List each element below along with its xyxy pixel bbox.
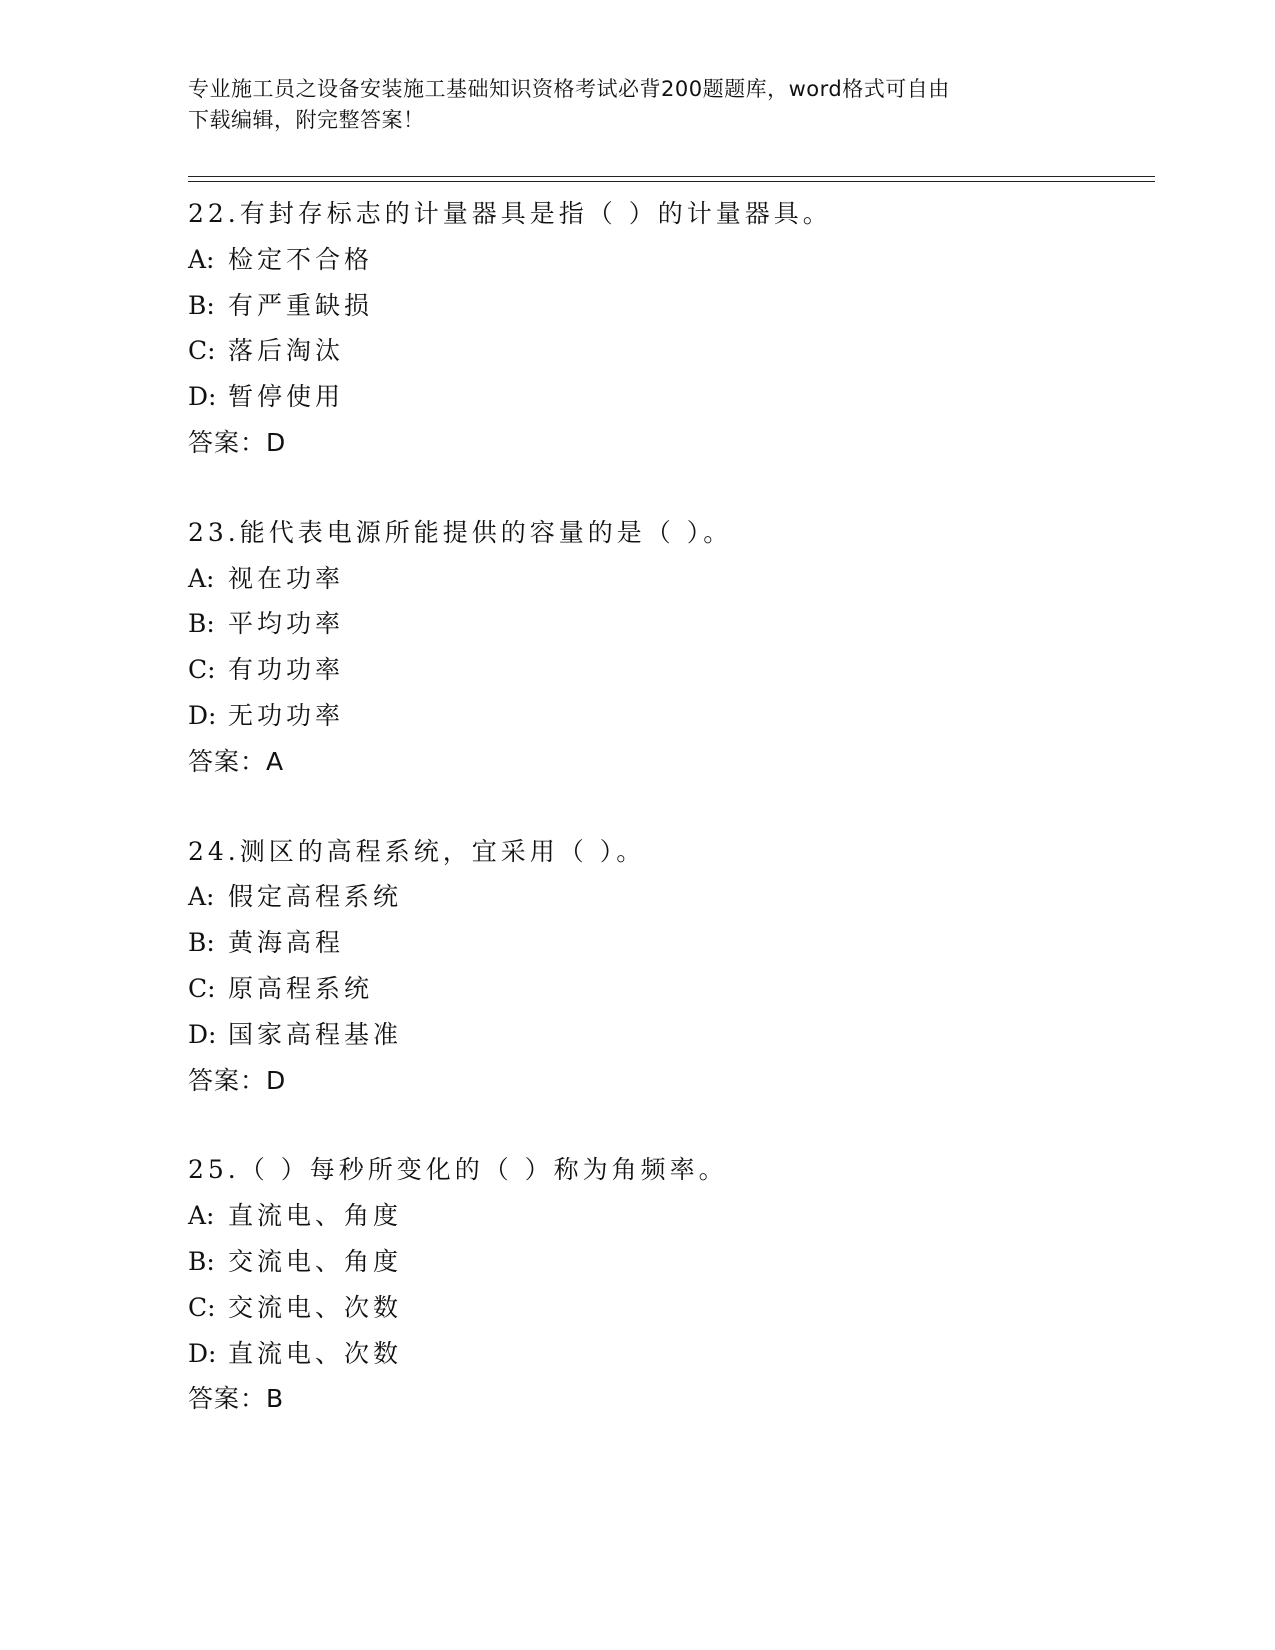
question-25: [188, 1147, 1148, 1422]
option-text: 黄海高程: [228, 928, 345, 958]
option-text: 假定高程系统: [228, 882, 403, 912]
header-line-1: 专业施工员之设备安装施工基础知识资格考试必背200题题库，word格式可自由: [188, 77, 950, 101]
option-b: [188, 1239, 1148, 1285]
option-key: B:: [188, 290, 215, 320]
answer-line: 答案：B: [188, 1384, 285, 1414]
question-stem: 24.测区的高程系统，宜采用（ ）。: [188, 836, 646, 866]
question-stem: 22.有封存标志的计量器具是指（ ）的计量器具。: [188, 199, 832, 228]
option-text: 检定不合格: [228, 244, 374, 274]
question-24: [188, 829, 1148, 1104]
option-key: D:: [188, 382, 217, 412]
option-text: 无功功率: [228, 700, 345, 730]
option-key: B:: [188, 928, 215, 958]
option-text: 交流电、次数: [228, 1292, 403, 1322]
option-text: 国家高程基准: [228, 1019, 403, 1049]
option-c: [188, 1285, 1148, 1331]
option-key: A:: [188, 1201, 215, 1231]
option-a: [188, 556, 1148, 602]
option-b: [188, 283, 1148, 329]
option-d: [188, 1012, 1148, 1058]
option-key: D:: [188, 1338, 217, 1368]
option-c: [188, 966, 1148, 1012]
option-text: 有严重缺损: [228, 290, 374, 320]
option-text: 直流电、角度: [228, 1201, 403, 1231]
option-b: [188, 601, 1148, 647]
question-stem: 25.（ ）每秒所变化的（ ）称为角频率。: [188, 1155, 728, 1185]
option-key: D:: [188, 700, 217, 730]
option-a: [188, 874, 1148, 920]
question-list: [188, 191, 1148, 1466]
option-a: [188, 237, 1148, 283]
option-key: B:: [188, 1246, 215, 1276]
option-text: 直流电、次数: [228, 1338, 403, 1368]
answer-line: 答案：D: [188, 1065, 287, 1095]
option-key: C:: [188, 973, 216, 1003]
option-d: [188, 1331, 1148, 1377]
option-key: A:: [188, 882, 215, 912]
option-key: C:: [188, 655, 216, 685]
option-key: A:: [188, 563, 215, 593]
option-key: A:: [188, 244, 215, 274]
option-text: 平均功率: [228, 609, 345, 639]
document-header: [188, 74, 1088, 136]
option-b: [188, 920, 1148, 966]
header-divider-bottom: [188, 181, 1155, 182]
option-key: B:: [188, 609, 215, 639]
question-22: [188, 191, 1148, 466]
option-key: D:: [188, 1019, 217, 1049]
header-divider-top: [188, 176, 1155, 177]
option-text: 暂停使用: [228, 382, 345, 412]
option-text: 视在功率: [228, 563, 345, 593]
answer-line: 答案：D: [188, 427, 287, 457]
option-text: 有功功率: [228, 655, 345, 685]
option-text: 交流电、角度: [228, 1246, 403, 1276]
header-line-2: 下载编辑，附完整答案！: [188, 108, 425, 132]
option-key: C:: [188, 1292, 216, 1322]
option-c: [188, 647, 1148, 693]
question-23: [188, 510, 1148, 785]
option-key: C:: [188, 336, 216, 366]
option-a: [188, 1193, 1148, 1239]
option-text: 原高程系统: [228, 973, 374, 1003]
option-text: 落后淘汰: [228, 336, 345, 366]
question-stem: 23.能代表电源所能提供的容量的是（ ）。: [188, 517, 733, 547]
option-c: [188, 328, 1148, 374]
option-d: [188, 693, 1148, 739]
answer-line: 答案：A: [188, 746, 285, 776]
option-d: [188, 374, 1148, 420]
